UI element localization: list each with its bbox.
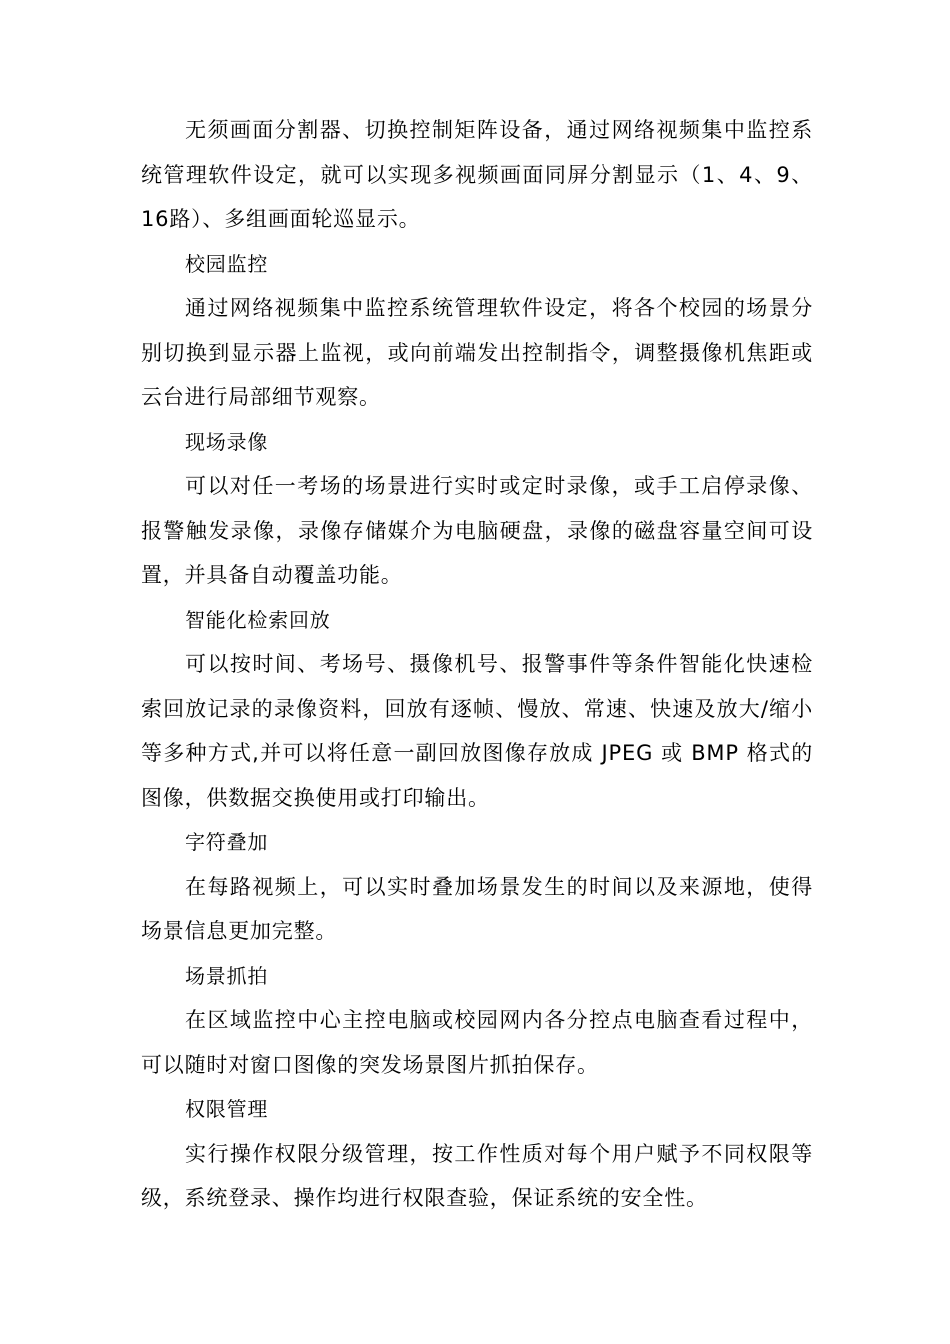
paragraph-character-overlay: 在每路视频上，可以实时叠加场景发生的时间以及来源地，使得场景信息更加完整。 xyxy=(141,874,813,943)
heading-character-overlay: 字符叠加 xyxy=(185,830,269,854)
paragraph-permission-management: 实行操作权限分级管理，按工作性质对每个用户赋予不同权限等级，系统登录、操作均进行权限查验，保证系统的安全性。 xyxy=(141,1141,813,1210)
heading-campus-monitoring: 校园监控 xyxy=(185,251,269,276)
paragraph-campus-monitoring: 通过网络视频集中监控系统管理软件设定，将各个校园的场景分别切换到显示器上监视，或向前端发出控制指令，调整摄像机焦距或云台进行局部细节观察。 xyxy=(141,296,813,409)
heading-scene-capture: 场景抓拍 xyxy=(185,963,269,988)
heading-permission-management: 权限管理 xyxy=(185,1097,269,1121)
heading-smart-search-playback: 智能化检索回放 xyxy=(185,607,331,632)
heading-onsite-recording: 现场录像 xyxy=(185,429,269,454)
paragraph-scene-capture: 在区域监控中心主控电脑或校园网内各分控点电脑查看过程中，可以随时对窗口图像的突发场景图片抓拍保存。 xyxy=(141,1008,813,1077)
paragraph-multi-screen-display: 无须画面分割器、切换控制矩阵设备，通过网络视频集中监控系统管理软件设定，就可以实现多视频画面同屏分割显示（1、4、9、16路）、多组画面轮巡显示。 xyxy=(141,118,813,231)
paragraph-smart-search-playback: 可以按时间、考场号、摄像机号、报警事件等条件智能化快速检索回放记录的录像资料，回放有逐帧、慢放、常速、快速及放大/缩小等多种方式,并可以将任意一副回放图像存放成 JPEG 或 BMP 格式的图像，供数据交换使用或打印输出。 xyxy=(141,652,813,810)
paragraph-onsite-recording: 可以对任一考场的场景进行实时或定时录像，或手工启停录像、报警触发录像，录像存储媒介为电脑硬盘，录像的磁盘容量空间可设置，并具备自动覆盖功能。 xyxy=(141,474,813,587)
document-page xyxy=(141,108,813,1221)
